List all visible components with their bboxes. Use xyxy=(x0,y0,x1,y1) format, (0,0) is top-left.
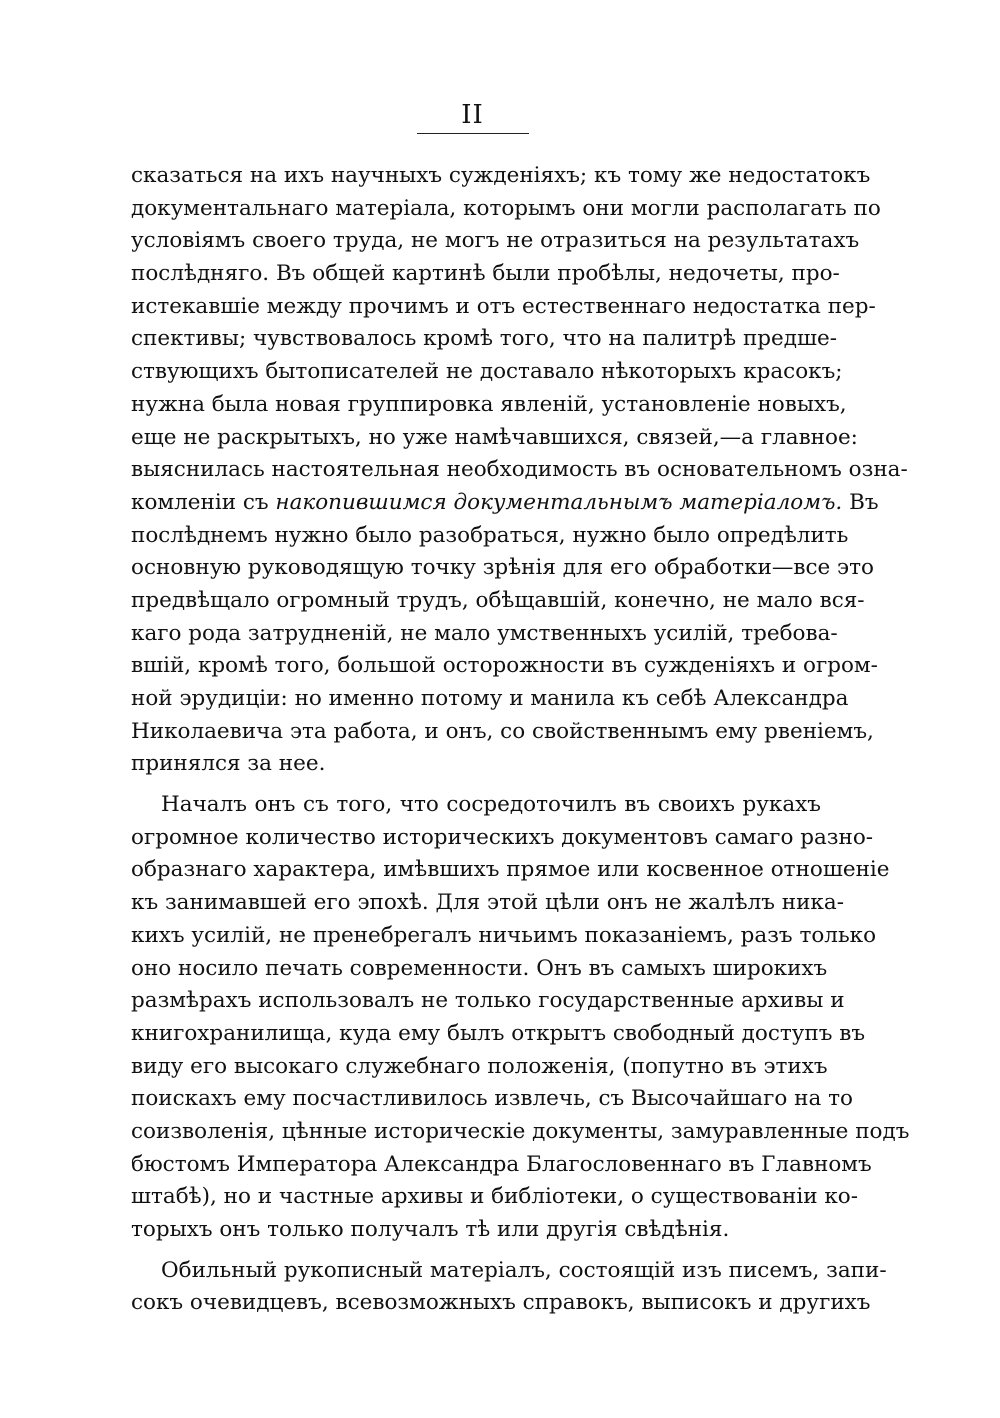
text-line: торыхъ онъ только получалъ тѣ или другія свѣдѣнія. xyxy=(131,1217,730,1242)
text-line: штабѣ), но и частные архивы и библіотеки, о существованіи ко- xyxy=(131,1184,859,1210)
text-line-with-italic xyxy=(131,487,879,520)
text-line: еще не раскрытыхъ, но уже намѣчавшихся, связей,—а главное: xyxy=(131,424,858,450)
paragraph-2 xyxy=(131,789,910,1247)
text-line: принялся за нее. xyxy=(131,751,326,777)
text-line: сказаться на ихъ научныхъ сужденіяхъ; къ тому же недостатокъ xyxy=(131,163,871,188)
text-line: образнаго характера, имѣвшихъ прямое или косвенное отношеніе xyxy=(131,857,890,883)
text-line: каго рода затрудненій, не мало умственныхъ усилій, требова- xyxy=(131,620,838,646)
paragraph-gap xyxy=(131,1247,821,1255)
header-rule xyxy=(417,133,529,134)
text-line: поискахъ ему посчастливилось извлечь, съ Высочайшаго на то xyxy=(131,1086,853,1112)
text-run: комленіи съ xyxy=(131,489,276,515)
paragraph-1 xyxy=(131,160,908,781)
text-line: выяснилась настоятельная необходимость въ основательномъ озна- xyxy=(131,457,908,483)
page-number: II xyxy=(461,100,484,130)
text-line: Обильный рукописный матеріалъ, состоящій изъ писемъ, запи- xyxy=(161,1257,887,1283)
text-line: спективы; чувствовалось кромѣ того, что на палитрѣ предше- xyxy=(131,326,837,352)
text-line: ствующихъ бытописателей не доставало нѣкоторыхъ красокъ; xyxy=(131,359,843,385)
paragraph-3 xyxy=(131,1255,887,1320)
text-line: оно носило печать современности. Онъ въ самыхъ широкихъ xyxy=(131,955,828,981)
text-line: размѣрахъ использовалъ не только государственные архивы и xyxy=(131,988,845,1014)
text-line: виду его высокаго служебнаго положенія, (попутно въ этихъ xyxy=(131,1053,828,1079)
text-line: книгохранилища, куда ему былъ открытъ свободный доступъ въ xyxy=(131,1020,866,1046)
text-run: Въ xyxy=(842,489,879,515)
text-line: основную руководящую точку зрѣнія для его обработки—все это xyxy=(131,555,874,581)
text-line: истекавшіе между прочимъ и отъ естественнаго недостатка пер- xyxy=(131,293,876,319)
text-line: документальнаго матеріала, которымъ они могли располагать по xyxy=(131,195,881,221)
text-line: кихъ усилій, не пренебрегалъ ничьимъ показаніемъ, разъ только xyxy=(131,922,877,948)
text-line: соизволенія, цѣнные историческіе документы, замуравленные подъ xyxy=(131,1118,910,1144)
text-line: условіямъ своего труда, не могъ не отразиться на результатахъ xyxy=(131,228,860,254)
text-line: къ занимавшей его эпохѣ. Для этой цѣли онъ не жалѣлъ ника- xyxy=(131,890,844,916)
body-text xyxy=(131,160,910,1320)
text-line: огромное количество историческихъ документовъ самаго разно- xyxy=(131,824,874,850)
text-line: вшій, кромѣ того, большой осторожности въ сужденіяхъ и огром- xyxy=(131,653,878,679)
paragraph-gap xyxy=(131,781,821,789)
text-line: Началъ онъ съ того, что сосредоточилъ въ своихъ рукахъ xyxy=(161,792,821,818)
text-line: предвѣщало огромный трудъ, обѣщавшій, конечно, не мало вся- xyxy=(131,587,865,613)
text-line: бюстомъ Императора Александра Благословеннаго въ Главномъ xyxy=(131,1151,872,1177)
text-line: Николаевича эта работа, и онъ, со свойственнымъ ему рвеніемъ, xyxy=(131,718,874,744)
text-line: нужна была новая группировка явленій, установленіе новыхъ, xyxy=(131,391,847,417)
italic-phrase: накопившимся документальнымъ матеріаломъ. xyxy=(275,489,843,515)
text-line: послѣднемъ нужно было разобраться, нужно было опредѣлить xyxy=(131,522,849,548)
text-line: ной эрудиціи: но именно потому и манила къ себѣ Александра xyxy=(131,686,849,711)
text-line: послѣдняго. Въ общей картинѣ были пробѣлы, недочеты, про- xyxy=(131,261,840,287)
text-line: сокъ очевидцевъ, всевозможныхъ справокъ, выписокъ и другихъ xyxy=(131,1290,871,1316)
